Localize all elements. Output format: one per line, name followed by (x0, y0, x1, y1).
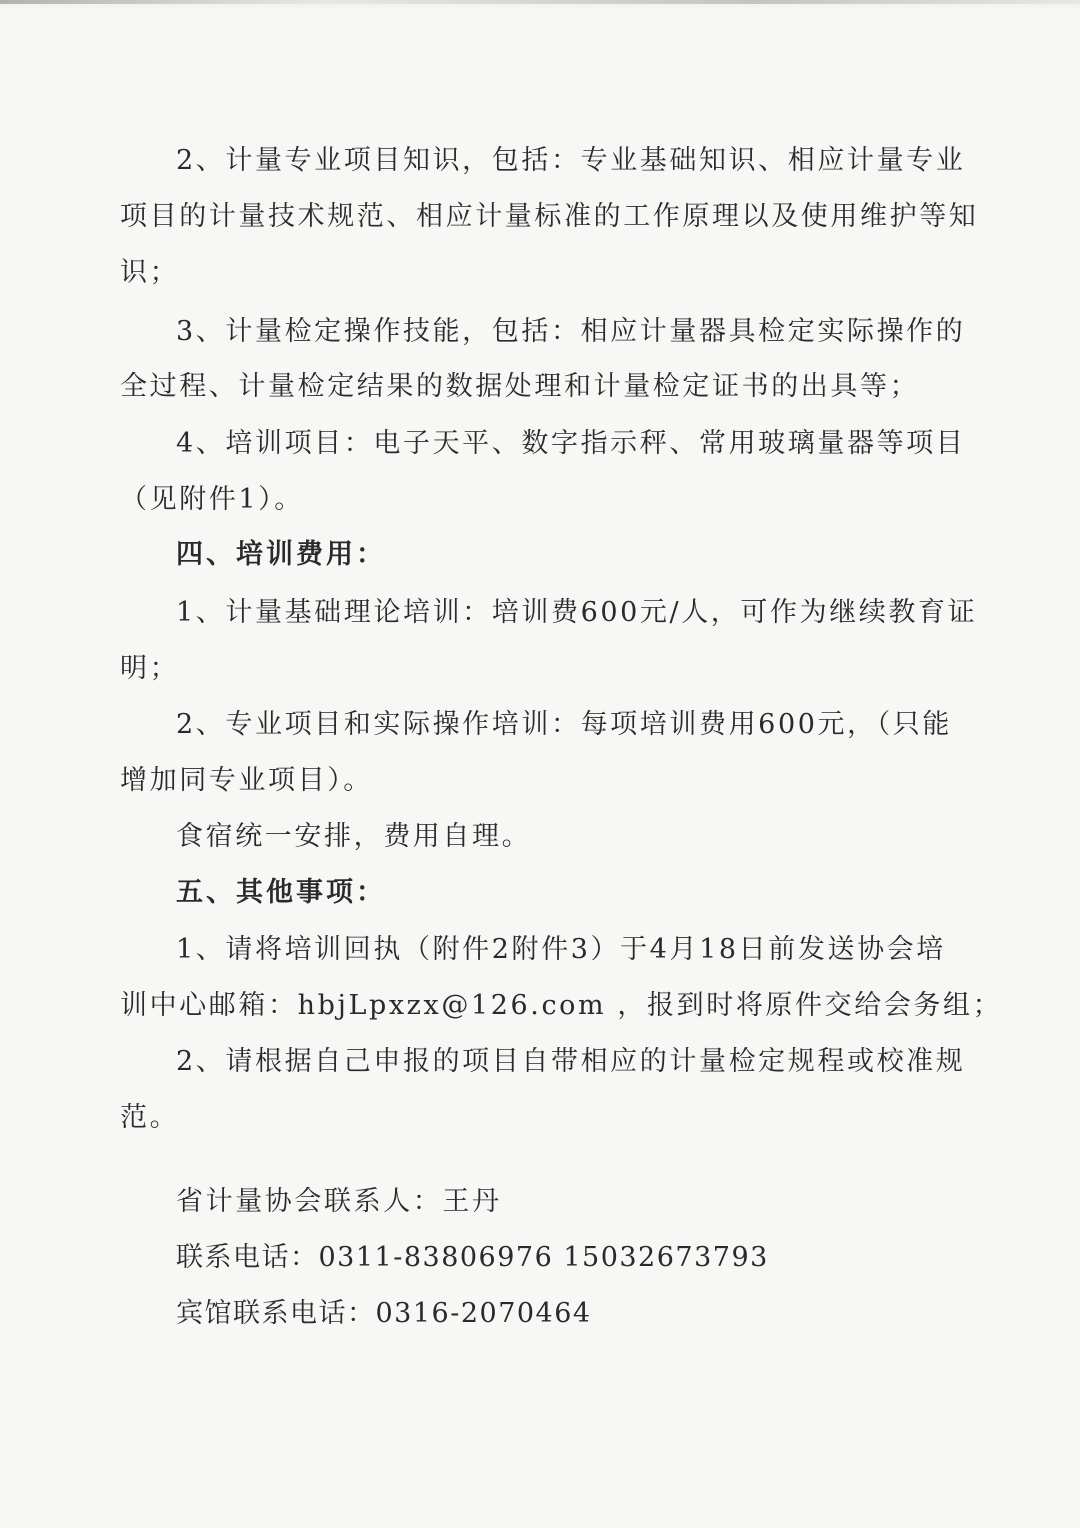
board-lodging-note: 食宿统一安排，费用自理。 (176, 821, 532, 852)
other-2-line-2: 范。 (120, 1102, 180, 1133)
other-1-line-2: 训中心邮箱：hbjLpxzx@126.com ，报到时将原件交给会务组； (120, 990, 1003, 1021)
contact-person: 省计量协会联系人：王丹 (176, 1186, 502, 1217)
scan-top-edge (0, 0, 1080, 4)
contact-phone: 联系电话：0311-83806976 15032673793 (176, 1242, 769, 1273)
item-3-line-1: 3、计量检定操作技能，包括：相应计量器具检定实际操作的 (176, 316, 966, 347)
section-5-heading: 五、其他事项： (176, 877, 386, 908)
item-4-line-2: （见附件1）。 (120, 484, 304, 515)
item-2-line-1: 2、计量专业项目知识，包括：专业基础知识、相应计量专业 (176, 145, 966, 176)
section-4-heading: 四、培训费用： (176, 539, 386, 570)
fee-1-line-1: 1、计量基础理论培训：培训费600元/人，可作为继续教育证 (176, 597, 978, 628)
fee-1-line-2: 明； (120, 653, 180, 684)
item-3-line-2: 全过程、计量检定结果的数据处理和计量检定证书的出具等； (120, 371, 920, 402)
fee-2-line-2: 增加同专业项目）。 (120, 765, 373, 796)
other-2-line-1: 2、请根据自己申报的项目自带相应的计量检定规程或校准规 (176, 1046, 966, 1077)
item-2-line-3: 识； (120, 257, 180, 288)
hotel-phone: 宾馆联系电话：0316-2070464 (176, 1298, 592, 1329)
item-4-line-1: 4、培训项目：电子天平、数字指示秤、常用玻璃量器等项目 (176, 428, 966, 459)
fee-2-line-1: 2、专业项目和实际操作培训：每项培训费用600元，（只能 (176, 709, 953, 740)
other-1-line-1: 1、请将培训回执（附件2附件3）于4月18日前发送协会培 (176, 934, 946, 965)
item-2-line-2: 项目的计量技术规范、相应计量标准的工作原理以及使用维护等知 (120, 201, 979, 232)
